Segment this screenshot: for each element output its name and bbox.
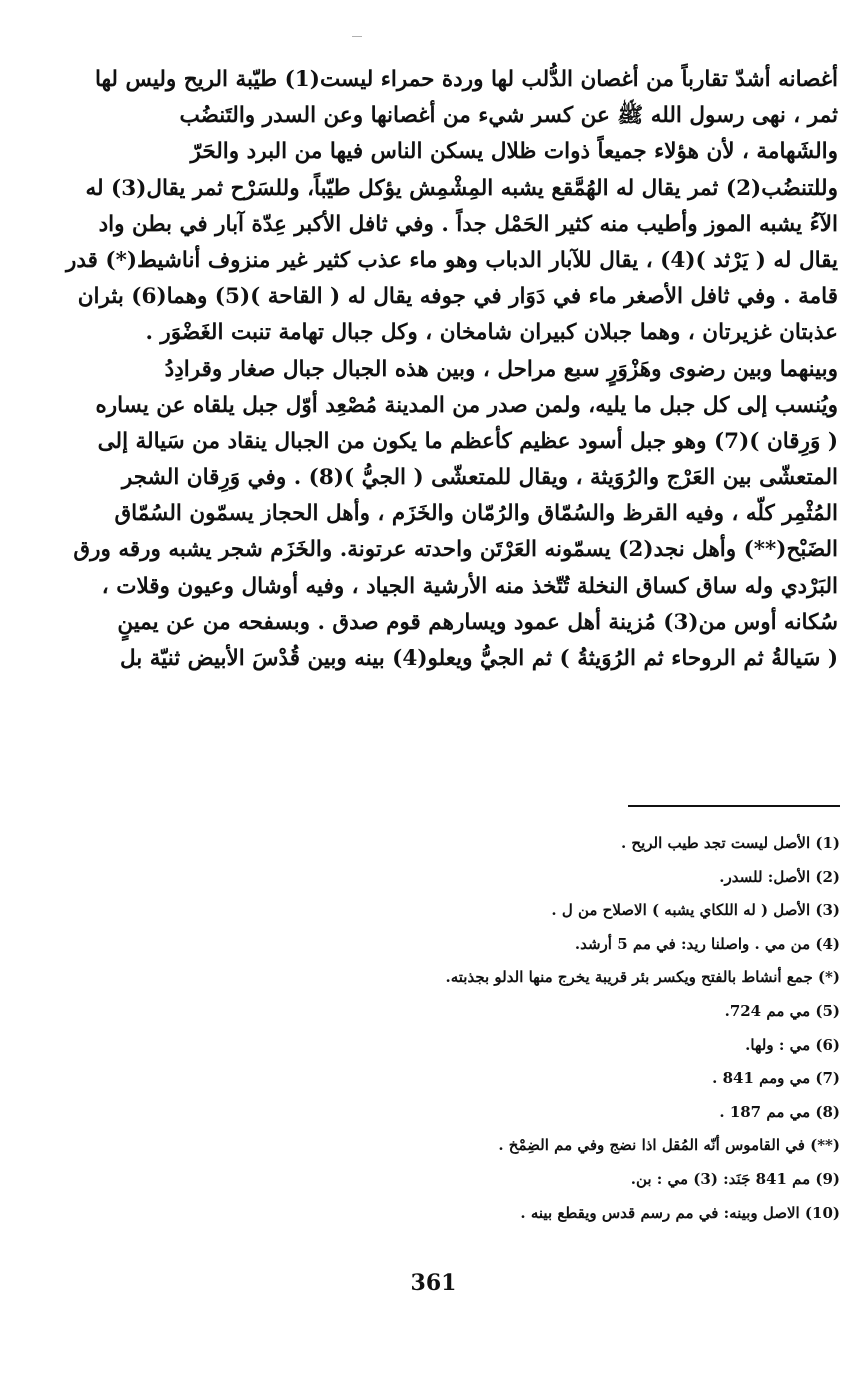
footnote: (9) مم 841 جَنَد: (3) مي : بن.	[630, 1169, 840, 1188]
footnote: (10) الاصل وبينه: في مم رسم قدس ويقطع بينه .	[520, 1203, 840, 1222]
footnotes	[300, 827, 840, 1230]
footnote-divider	[628, 805, 840, 807]
body-line: الضَبْح(**) وأهل نجد(2) يسمّونه العَرْتَن واحدته عرتونة. والخَزَم شجر يشبه ورقه ورق	[73, 537, 838, 563]
footnote: (3) الأصل ( له اللكاي يشبه ) الاصلاح من ل .	[551, 901, 840, 920]
body-line: المتعشّى بين العَرْج والرُوَيثة ، ويقال للمتعشّى ( الجيُّ )(8) . وفي وَرِقان الشجر	[121, 465, 838, 491]
footnote: (*) جمع أنشاط بالفتح ويكسر بئر قريبة يخرج منها الدلو بجذبته.	[445, 968, 840, 987]
body-line: البَرْدي وله ساق كساق النخلة تُتّخذ منه الأرشية الجياد ، وفيه أوشال وعيون وقلات ،	[101, 573, 838, 599]
body-line: ( وَرِقان )(7) وهو جبل أسود عظيم كأعظم ما يكون من الجبال ينقاد من سَيالة إلى	[97, 428, 838, 454]
body-line: وللتنضُب(2) ثمر يقال له الهُمَّقع يشبه المِشْمِش يؤكل طيّباً، وللسَرْح ثمر يقال(3) له	[85, 175, 838, 201]
main-body-text	[65, 62, 838, 677]
page-number: 361	[410, 1270, 457, 1296]
body-line: ( سَيالةُ ثم الروحاء ثم الرُوَيثةُ ) ثم الجيُّ ويعلو(4) بينه وبين قُدْسَ الأبيض ثنيّة بل	[119, 646, 838, 671]
body-line: عذبتان غزيرتان ، وهما جبلان كبيران شامخان ، وكل جبال تهامة تنبت الغَضْوَر .	[145, 320, 838, 346]
footnote: (4) من مي . واصلنا ريد: في مم 5 أرشد.	[574, 934, 840, 953]
footnote: (6) مي : ولها.	[745, 1035, 840, 1054]
scan-mark	[352, 36, 362, 37]
body-line: يقال له ( يَرْثد )(4) ، يقال للآبار الدباب وهو ماء عذب كثير غير منزوف أناشيط(*) قدر	[65, 247, 838, 273]
body-line: وبينهما وبين رضوى وهَزْوَرٍ سبع مراحل ، وبين هذه الجبال جبال صغار وقرادِدُ	[164, 356, 838, 382]
footnote: (2) الأصل: للسدر.	[719, 867, 840, 886]
footnote: (5) مي مم 724.	[724, 1001, 840, 1020]
body-line: المُثْمِر كلّه ، وفيه القرظ والسُمّاق والرُمّان والخَزَم ، وأهل الحجاز يسمّون السُمّاق	[114, 501, 838, 527]
body-line: ويُنسب إلى كل جبل ما يليه، ولمن صدر من المدينة مُصْعِد أوّل جبل يلقاه عن يساره	[95, 392, 838, 418]
footnote: (**) في القاموس أنّه المُقل اذا نضج وفي مم الضِمْخ .	[498, 1136, 840, 1155]
body-line: والشَهامة ، لأن هؤلاء جميعاً ذوات ظلال يسكن الناس فيها من البرد والحَرّ	[190, 139, 838, 165]
footnote: (8) مي مم 187 .	[719, 1102, 840, 1121]
body-line: ثمر ، نهى رسول الله ﷺ عن كسر شيء من أغصانها وعن السدر والتَنضُب	[179, 103, 838, 129]
footnote: (7) مي ومم 841 .	[712, 1069, 840, 1088]
body-line: الآءُ يشبه الموز وأطيب منه كثير الحَمْل جداً . وفي ثافل الأكبر عِدّة آبار في بطن واد	[98, 211, 838, 237]
body-line: قامة . وفي ثافل الأصغر ماء في دَوَار في جوفه يقال له ( القاحة )(5) وهما(6) بثران	[77, 284, 838, 310]
body-line: سُكانه أوس من(3) مُزينة أهل عمود ويسارهم قوم صدق . وبسفحه من عن يمينٍ	[117, 609, 838, 635]
footnote: (1) الأصل ليست تجد طيب الريح .	[620, 834, 840, 852]
body-line: أغصانه أشدّ تقارباً من أغصان الدُّلب لها وردة حمراء ليست(1) طيّبة الريح وليس لها	[94, 67, 838, 92]
